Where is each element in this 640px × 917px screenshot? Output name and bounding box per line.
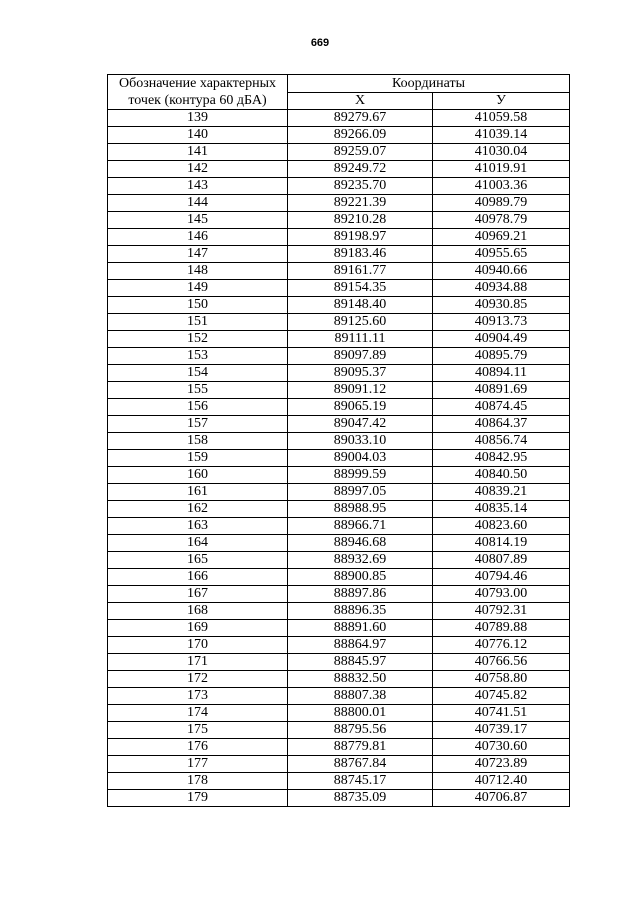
cell-x: 88997.05 — [288, 484, 433, 501]
cell-point: 158 — [108, 433, 288, 450]
cell-point: 154 — [108, 365, 288, 382]
table-row — [108, 773, 570, 790]
cell-point: 163 — [108, 518, 288, 535]
cell-point: 168 — [108, 603, 288, 620]
cell-x: 88807.38 — [288, 688, 433, 705]
cell-y: 41019.91 — [433, 161, 570, 178]
table-row — [108, 535, 570, 552]
cell-point: 170 — [108, 637, 288, 654]
table-row — [108, 365, 570, 382]
cell-x: 89279.67 — [288, 110, 433, 127]
cell-x: 88795.56 — [288, 722, 433, 739]
cell-y: 40807.89 — [433, 552, 570, 569]
table-row — [108, 416, 570, 433]
cell-y: 40823.60 — [433, 518, 570, 535]
page-number: 669 — [310, 37, 330, 49]
table-row — [108, 348, 570, 365]
table-row — [108, 569, 570, 586]
table-row — [108, 603, 570, 620]
cell-point: 156 — [108, 399, 288, 416]
cell-x: 89154.35 — [288, 280, 433, 297]
table-row — [108, 552, 570, 569]
cell-y: 40766.56 — [433, 654, 570, 671]
cell-point: 142 — [108, 161, 288, 178]
table-row — [108, 144, 570, 161]
cell-point: 172 — [108, 671, 288, 688]
table-row — [108, 620, 570, 637]
header-y: У — [433, 93, 570, 110]
cell-y: 40856.74 — [433, 433, 570, 450]
cell-x: 88832.50 — [288, 671, 433, 688]
cell-x: 88932.69 — [288, 552, 433, 569]
cell-y: 40739.17 — [433, 722, 570, 739]
cell-x: 88897.86 — [288, 586, 433, 603]
cell-x: 89095.37 — [288, 365, 433, 382]
cell-y: 40891.69 — [433, 382, 570, 399]
cell-y: 40741.51 — [433, 705, 570, 722]
cell-point: 178 — [108, 773, 288, 790]
cell-y: 40776.12 — [433, 637, 570, 654]
cell-y: 40934.88 — [433, 280, 570, 297]
table-row — [108, 518, 570, 535]
cell-x: 88735.09 — [288, 790, 433, 807]
cell-point: 157 — [108, 416, 288, 433]
cell-y: 40835.14 — [433, 501, 570, 518]
cell-x: 89091.12 — [288, 382, 433, 399]
cell-point: 143 — [108, 178, 288, 195]
table-row — [108, 671, 570, 688]
cell-y: 40706.87 — [433, 790, 570, 807]
cell-y: 40758.80 — [433, 671, 570, 688]
cell-y: 40793.00 — [433, 586, 570, 603]
cell-x: 88900.85 — [288, 569, 433, 586]
cell-point: 166 — [108, 569, 288, 586]
table-row — [108, 297, 570, 314]
cell-y: 40723.89 — [433, 756, 570, 773]
header-point-line-2: точек (контура 60 дБА) — [128, 93, 267, 108]
header-x: Х — [288, 93, 433, 110]
cell-y: 41030.04 — [433, 144, 570, 161]
table-row — [108, 331, 570, 348]
table-row — [108, 178, 570, 195]
cell-y: 40814.19 — [433, 535, 570, 552]
cell-point: 139 — [108, 110, 288, 127]
cell-y: 40989.79 — [433, 195, 570, 212]
table-row — [108, 280, 570, 297]
cell-y: 40978.79 — [433, 212, 570, 229]
table-row — [108, 212, 570, 229]
table-row — [108, 161, 570, 178]
cell-y: 40789.88 — [433, 620, 570, 637]
cell-y: 40904.49 — [433, 331, 570, 348]
cell-y: 40874.45 — [433, 399, 570, 416]
cell-y: 40839.21 — [433, 484, 570, 501]
cell-y: 40969.21 — [433, 229, 570, 246]
table-row — [108, 484, 570, 501]
cell-point: 175 — [108, 722, 288, 739]
table-row — [108, 586, 570, 603]
cell-point: 148 — [108, 263, 288, 280]
cell-x: 88891.60 — [288, 620, 433, 637]
cell-point: 152 — [108, 331, 288, 348]
table-row — [108, 127, 570, 144]
cell-x: 89097.89 — [288, 348, 433, 365]
cell-x: 89004.03 — [288, 450, 433, 467]
cell-point: 167 — [108, 586, 288, 603]
cell-point: 179 — [108, 790, 288, 807]
table-row — [108, 110, 570, 127]
coordinates-table — [107, 74, 570, 807]
cell-x: 89033.10 — [288, 433, 433, 450]
cell-x: 88896.35 — [288, 603, 433, 620]
cell-y: 40712.40 — [433, 773, 570, 790]
table-row — [108, 467, 570, 484]
cell-x: 89161.77 — [288, 263, 433, 280]
table-row — [108, 399, 570, 416]
header-row-1 — [108, 75, 570, 93]
cell-x: 88845.97 — [288, 654, 433, 671]
header-point-line-1: Обозначение характерных — [119, 76, 276, 91]
cell-x: 89183.46 — [288, 246, 433, 263]
cell-y: 40940.66 — [433, 263, 570, 280]
cell-point: 165 — [108, 552, 288, 569]
cell-point: 173 — [108, 688, 288, 705]
cell-x: 89065.19 — [288, 399, 433, 416]
cell-y: 40792.31 — [433, 603, 570, 620]
cell-y: 40955.65 — [433, 246, 570, 263]
cell-x: 89221.39 — [288, 195, 433, 212]
table-row — [108, 739, 570, 756]
cell-point: 145 — [108, 212, 288, 229]
cell-point: 176 — [108, 739, 288, 756]
cell-x: 88800.01 — [288, 705, 433, 722]
cell-y: 41059.58 — [433, 110, 570, 127]
cell-x: 89111.11 — [288, 331, 433, 348]
cell-y: 40745.82 — [433, 688, 570, 705]
table-row — [108, 314, 570, 331]
cell-point: 161 — [108, 484, 288, 501]
cell-x: 89047.42 — [288, 416, 433, 433]
cell-x: 88988.95 — [288, 501, 433, 518]
cell-x: 88767.84 — [288, 756, 433, 773]
cell-point: 160 — [108, 467, 288, 484]
table-row — [108, 382, 570, 399]
cell-y: 41003.36 — [433, 178, 570, 195]
cell-y: 40913.73 — [433, 314, 570, 331]
table-row — [108, 722, 570, 739]
cell-point: 146 — [108, 229, 288, 246]
table-row — [108, 790, 570, 807]
cell-point: 150 — [108, 297, 288, 314]
cell-x: 88864.97 — [288, 637, 433, 654]
cell-point: 159 — [108, 450, 288, 467]
cell-x: 88946.68 — [288, 535, 433, 552]
table-row — [108, 263, 570, 280]
cell-point: 141 — [108, 144, 288, 161]
cell-x: 88745.17 — [288, 773, 433, 790]
cell-point: 155 — [108, 382, 288, 399]
cell-x: 88779.81 — [288, 739, 433, 756]
table-row — [108, 501, 570, 518]
cell-point: 164 — [108, 535, 288, 552]
cell-x: 89249.72 — [288, 161, 433, 178]
cell-point: 149 — [108, 280, 288, 297]
table-row — [108, 195, 570, 212]
cell-x: 89198.97 — [288, 229, 433, 246]
cell-x: 89148.40 — [288, 297, 433, 314]
table-body — [108, 110, 570, 807]
cell-y: 40864.37 — [433, 416, 570, 433]
cell-point: 147 — [108, 246, 288, 263]
cell-x: 89266.09 — [288, 127, 433, 144]
cell-y: 41039.14 — [433, 127, 570, 144]
cell-point: 174 — [108, 705, 288, 722]
cell-point: 140 — [108, 127, 288, 144]
table-row — [108, 705, 570, 722]
table-row — [108, 654, 570, 671]
cell-x: 88999.59 — [288, 467, 433, 484]
cell-point: 151 — [108, 314, 288, 331]
header-coordinates: Координаты — [288, 75, 570, 93]
cell-x: 89210.28 — [288, 212, 433, 229]
table-row — [108, 433, 570, 450]
cell-y: 40930.85 — [433, 297, 570, 314]
cell-y: 40894.11 — [433, 365, 570, 382]
cell-x: 89125.60 — [288, 314, 433, 331]
table-row — [108, 756, 570, 773]
table-row — [108, 246, 570, 263]
cell-x: 88966.71 — [288, 518, 433, 535]
cell-y: 40730.60 — [433, 739, 570, 756]
header-point-designation — [108, 75, 288, 110]
cell-point: 162 — [108, 501, 288, 518]
cell-x: 89259.07 — [288, 144, 433, 161]
cell-y: 40794.46 — [433, 569, 570, 586]
table-row — [108, 688, 570, 705]
cell-point: 153 — [108, 348, 288, 365]
cell-x: 89235.70 — [288, 178, 433, 195]
cell-point: 177 — [108, 756, 288, 773]
table-row — [108, 450, 570, 467]
cell-point: 144 — [108, 195, 288, 212]
cell-point: 171 — [108, 654, 288, 671]
cell-y: 40895.79 — [433, 348, 570, 365]
cell-y: 40842.95 — [433, 450, 570, 467]
cell-y: 40840.50 — [433, 467, 570, 484]
table-row — [108, 229, 570, 246]
table-row — [108, 637, 570, 654]
cell-point: 169 — [108, 620, 288, 637]
